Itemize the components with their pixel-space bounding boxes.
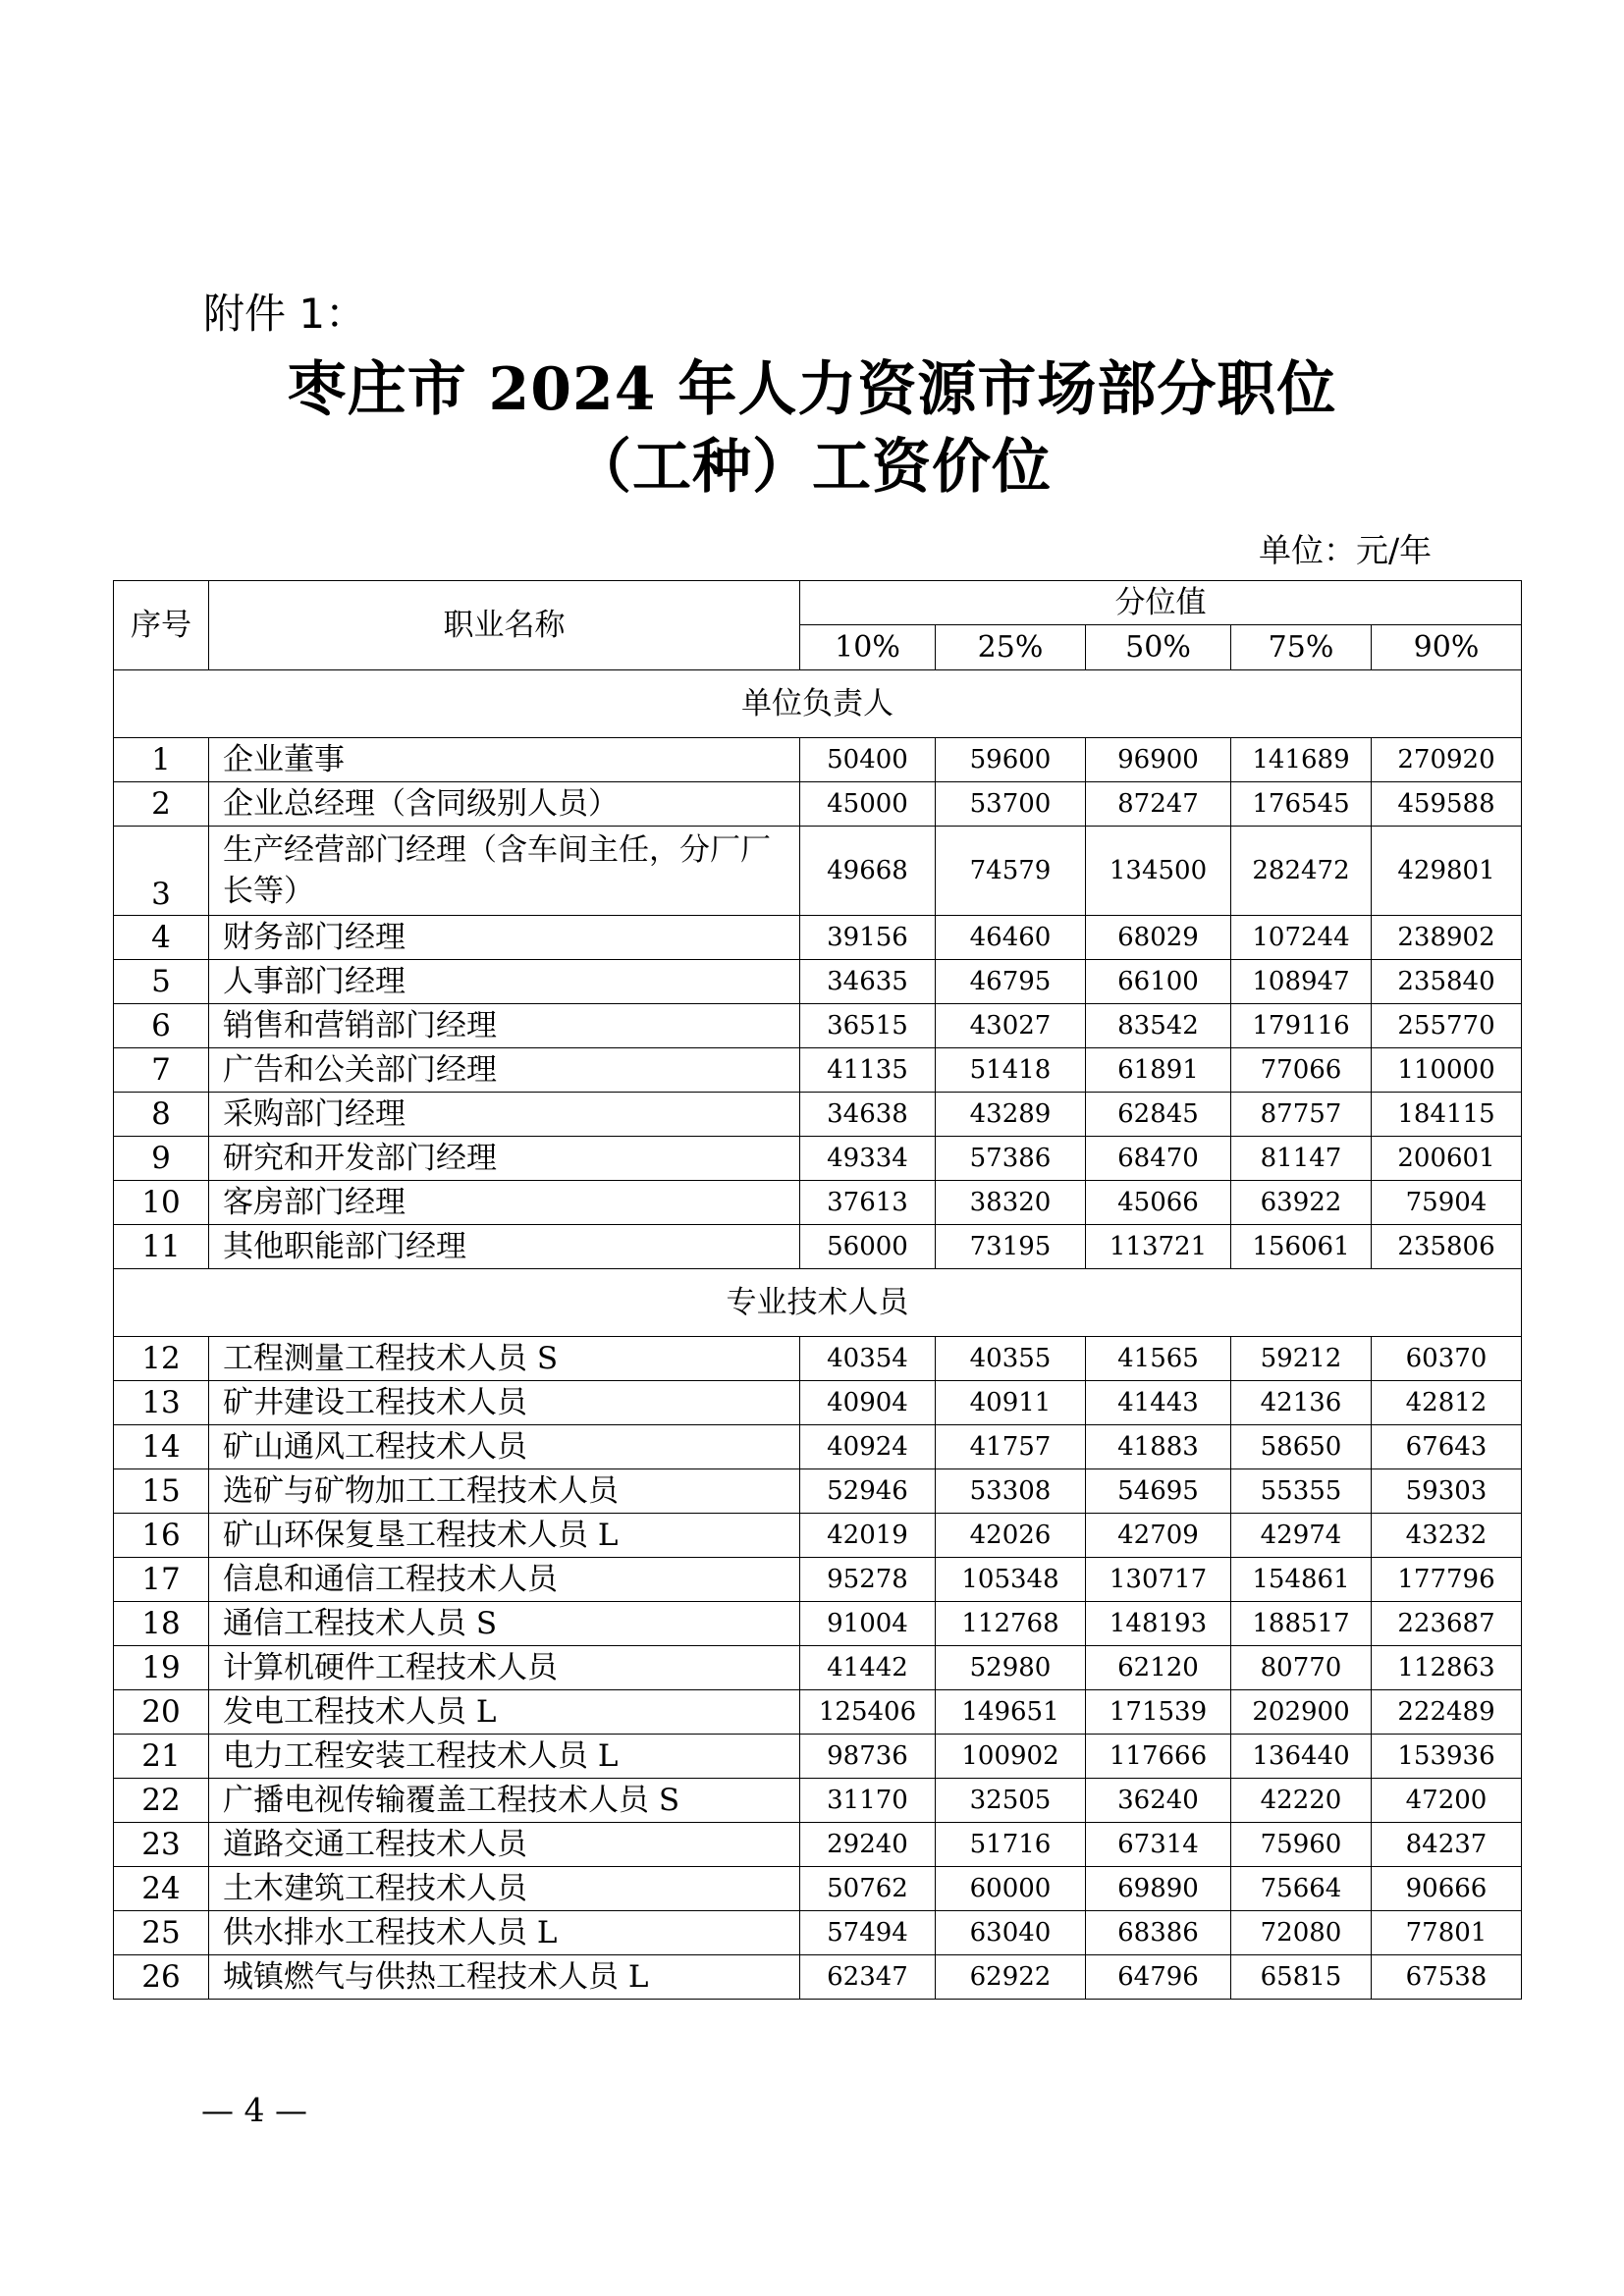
value-p10: 41135 (800, 1048, 936, 1093)
value-p10: 98736 (800, 1735, 936, 1779)
value-p90: 270920 (1372, 738, 1522, 782)
value-p75: 176545 (1231, 782, 1372, 827)
section-row (114, 1269, 1522, 1337)
row-index: 23 (114, 1823, 209, 1867)
value-p10: 34638 (800, 1093, 936, 1137)
occupation-name: 研究和开发部门经理 (209, 1137, 800, 1181)
row-index: 1 (114, 738, 209, 782)
value-p10: 56000 (800, 1225, 936, 1269)
value-p75: 75664 (1231, 1867, 1372, 1911)
row-index: 22 (114, 1779, 209, 1823)
row-index: 4 (114, 916, 209, 960)
occupation-name: 土木建筑工程技术人员 (209, 1867, 800, 1911)
value-p75: 42220 (1231, 1779, 1372, 1823)
value-p10: 39156 (800, 916, 936, 960)
value-p50: 61891 (1086, 1048, 1231, 1093)
occupation-name: 通信工程技术人员 S (209, 1602, 800, 1646)
occupation-name: 城镇燃气与供热工程技术人员 L (209, 1955, 800, 2000)
value-p25: 112768 (936, 1602, 1086, 1646)
occupation-name: 工程测量工程技术人员 S (209, 1337, 800, 1381)
value-p90: 112863 (1372, 1646, 1522, 1690)
table-row (114, 1004, 1522, 1048)
row-index: 13 (114, 1381, 209, 1425)
occupation-name: 广播电视传输覆盖工程技术人员 S (209, 1779, 800, 1823)
occupation-name: 客房部门经理 (209, 1181, 800, 1225)
occupation-name: 矿山通风工程技术人员 (209, 1425, 800, 1469)
value-p90: 223687 (1372, 1602, 1522, 1646)
page-number: — 4 — (201, 2091, 307, 2129)
table-row (114, 1558, 1522, 1602)
occupation-name: 电力工程安装工程技术人员 L (209, 1735, 800, 1779)
value-p25: 57386 (936, 1137, 1086, 1181)
row-index: 8 (114, 1093, 209, 1137)
occupation-name: 销售和营销部门经理 (209, 1004, 800, 1048)
page-title-line1: 枣庄市 2024 年人力资源市场部分职位 (287, 355, 1337, 424)
occupation-name: 企业总经理（含同级别人员） (209, 782, 800, 827)
table-row (114, 1646, 1522, 1690)
value-p10: 49334 (800, 1137, 936, 1181)
value-p25: 46460 (936, 916, 1086, 960)
value-p25: 51716 (936, 1823, 1086, 1867)
value-p75: 188517 (1231, 1602, 1372, 1646)
row-index: 10 (114, 1181, 209, 1225)
value-p90: 235840 (1372, 960, 1522, 1004)
row-index: 12 (114, 1337, 209, 1381)
page-title-line2: （工种）工资价位 (572, 433, 1052, 502)
occupation-name: 其他职能部门经理 (209, 1225, 800, 1269)
value-p75: 59212 (1231, 1337, 1372, 1381)
table-row (114, 827, 1522, 916)
table-row (114, 1690, 1522, 1735)
value-p10: 40904 (800, 1381, 936, 1425)
row-index: 20 (114, 1690, 209, 1735)
value-p75: 75960 (1231, 1823, 1372, 1867)
value-p50: 68470 (1086, 1137, 1231, 1181)
value-p10: 34635 (800, 960, 936, 1004)
value-p10: 37613 (800, 1181, 936, 1225)
value-p10: 52946 (800, 1469, 936, 1514)
value-p50: 96900 (1086, 738, 1231, 782)
table-row (114, 960, 1522, 1004)
value-p50: 69890 (1086, 1867, 1231, 1911)
value-p25: 43289 (936, 1093, 1086, 1137)
value-p10: 57494 (800, 1911, 936, 1955)
value-p90: 43232 (1372, 1514, 1522, 1558)
value-p90: 153936 (1372, 1735, 1522, 1779)
table-row (114, 916, 1522, 960)
value-p10: 40924 (800, 1425, 936, 1469)
value-p50: 117666 (1086, 1735, 1231, 1779)
value-p50: 66100 (1086, 960, 1231, 1004)
value-p10: 49668 (800, 827, 936, 916)
value-p90: 67643 (1372, 1425, 1522, 1469)
value-p25: 38320 (936, 1181, 1086, 1225)
value-p50: 62845 (1086, 1093, 1231, 1137)
value-p10: 125406 (800, 1690, 936, 1735)
value-p10: 42019 (800, 1514, 936, 1558)
value-p50: 171539 (1086, 1690, 1231, 1735)
table-row (114, 1137, 1522, 1181)
value-p90: 110000 (1372, 1048, 1522, 1093)
value-p90: 67538 (1372, 1955, 1522, 2000)
occupation-name: 信息和通信工程技术人员 (209, 1558, 800, 1602)
value-p90: 200601 (1372, 1137, 1522, 1181)
value-p75: 80770 (1231, 1646, 1372, 1690)
table-row (114, 1425, 1522, 1469)
table-row (114, 738, 1522, 782)
value-p25: 53308 (936, 1469, 1086, 1514)
occupation-name: 计算机硬件工程技术人员 (209, 1646, 800, 1690)
wage-table (113, 580, 1522, 2000)
value-p75: 55355 (1231, 1469, 1372, 1514)
table-row (114, 1514, 1522, 1558)
value-p75: 77066 (1231, 1048, 1372, 1093)
value-p25: 60000 (936, 1867, 1086, 1911)
table-row (114, 1867, 1522, 1911)
value-p50: 42709 (1086, 1514, 1231, 1558)
value-p50: 148193 (1086, 1602, 1231, 1646)
row-index: 25 (114, 1911, 209, 1955)
value-p10: 31170 (800, 1779, 936, 1823)
value-p50: 36240 (1086, 1779, 1231, 1823)
unit-label: 单位：元/年 (1259, 531, 1433, 569)
header-p50: 50% (1086, 625, 1231, 670)
section-row (114, 670, 1522, 738)
occupation-name: 选矿与矿物加工工程技术人员 (209, 1469, 800, 1514)
value-p75: 58650 (1231, 1425, 1372, 1469)
value-p10: 50400 (800, 738, 936, 782)
value-p75: 141689 (1231, 738, 1372, 782)
value-p75: 42974 (1231, 1514, 1372, 1558)
occupation-name: 矿山环保复垦工程技术人员 L (209, 1514, 800, 1558)
value-p10: 45000 (800, 782, 936, 827)
table-header (114, 581, 1522, 670)
value-p10: 50762 (800, 1867, 936, 1911)
value-p10: 62347 (800, 1955, 936, 2000)
occupation-name: 发电工程技术人员 L (209, 1690, 800, 1735)
value-p10: 91004 (800, 1602, 936, 1646)
table-row (114, 1048, 1522, 1093)
value-p75: 87757 (1231, 1093, 1372, 1137)
value-p75: 136440 (1231, 1735, 1372, 1779)
value-p50: 41443 (1086, 1381, 1231, 1425)
value-p50: 87247 (1086, 782, 1231, 827)
value-p25: 52980 (936, 1646, 1086, 1690)
occupation-name: 矿井建设工程技术人员 (209, 1381, 800, 1425)
value-p75: 202900 (1231, 1690, 1372, 1735)
value-p75: 107244 (1231, 916, 1372, 960)
table-row (114, 1823, 1522, 1867)
row-index: 3 (114, 827, 209, 916)
table-row (114, 1602, 1522, 1646)
value-p10: 40354 (800, 1337, 936, 1381)
value-p90: 84237 (1372, 1823, 1522, 1867)
table-row (114, 1093, 1522, 1137)
row-index: 19 (114, 1646, 209, 1690)
header-p10: 10% (800, 625, 936, 670)
value-p25: 46795 (936, 960, 1086, 1004)
occupation-name: 供水排水工程技术人员 L (209, 1911, 800, 1955)
value-p90: 90666 (1372, 1867, 1522, 1911)
header-name: 职业名称 (209, 581, 800, 670)
occupation-name: 生产经营部门经理（含车间主任，分厂厂长等） (209, 827, 800, 916)
value-p50: 68386 (1086, 1911, 1231, 1955)
value-p90: 459588 (1372, 782, 1522, 827)
value-p75: 282472 (1231, 827, 1372, 916)
row-index: 11 (114, 1225, 209, 1269)
value-p10: 36515 (800, 1004, 936, 1048)
value-p50: 83542 (1086, 1004, 1231, 1048)
table-row (114, 1381, 1522, 1425)
value-p75: 63922 (1231, 1181, 1372, 1225)
value-p75: 156061 (1231, 1225, 1372, 1269)
value-p25: 149651 (936, 1690, 1086, 1735)
header-p90: 90% (1372, 625, 1522, 670)
value-p25: 100902 (936, 1735, 1086, 1779)
occupation-name: 财务部门经理 (209, 916, 800, 960)
row-index: 24 (114, 1867, 209, 1911)
row-index: 9 (114, 1137, 209, 1181)
value-p90: 255770 (1372, 1004, 1522, 1048)
value-p25: 42026 (936, 1514, 1086, 1558)
occupation-name: 采购部门经理 (209, 1093, 800, 1137)
section-title: 单位负责人 (114, 670, 1522, 738)
value-p50: 64796 (1086, 1955, 1231, 2000)
table-row (114, 1469, 1522, 1514)
row-index: 7 (114, 1048, 209, 1093)
table-row (114, 1225, 1522, 1269)
table-row (114, 1779, 1522, 1823)
header-percentile: 分位值 (800, 581, 1522, 625)
value-p25: 41757 (936, 1425, 1086, 1469)
value-p25: 73195 (936, 1225, 1086, 1269)
value-p50: 67314 (1086, 1823, 1231, 1867)
value-p50: 45066 (1086, 1181, 1231, 1225)
value-p50: 62120 (1086, 1646, 1231, 1690)
value-p75: 179116 (1231, 1004, 1372, 1048)
value-p90: 47200 (1372, 1779, 1522, 1823)
row-index: 5 (114, 960, 209, 1004)
table-row (114, 1955, 1522, 2000)
table-row (114, 1911, 1522, 1955)
value-p25: 59600 (936, 738, 1086, 782)
row-index: 16 (114, 1514, 209, 1558)
occupation-name: 广告和公关部门经理 (209, 1048, 800, 1093)
row-index: 15 (114, 1469, 209, 1514)
row-index: 18 (114, 1602, 209, 1646)
row-index: 26 (114, 1955, 209, 2000)
value-p90: 60370 (1372, 1337, 1522, 1381)
value-p90: 238902 (1372, 916, 1522, 960)
value-p90: 75904 (1372, 1181, 1522, 1225)
value-p25: 40911 (936, 1381, 1086, 1425)
value-p25: 74579 (936, 827, 1086, 916)
value-p25: 62922 (936, 1955, 1086, 2000)
value-p90: 42812 (1372, 1381, 1522, 1425)
section-title: 专业技术人员 (114, 1269, 1522, 1337)
table-body (114, 670, 1522, 2000)
value-p50: 41565 (1086, 1337, 1231, 1381)
occupation-name: 道路交通工程技术人员 (209, 1823, 800, 1867)
attachment-label: 附件 1： (203, 290, 367, 338)
value-p10: 41442 (800, 1646, 936, 1690)
value-p90: 59303 (1372, 1469, 1522, 1514)
row-index: 17 (114, 1558, 209, 1602)
value-p75: 81147 (1231, 1137, 1372, 1181)
table-row (114, 782, 1522, 827)
value-p75: 108947 (1231, 960, 1372, 1004)
value-p10: 95278 (800, 1558, 936, 1602)
header-p75: 75% (1231, 625, 1372, 670)
value-p10: 29240 (800, 1823, 936, 1867)
value-p25: 105348 (936, 1558, 1086, 1602)
occupation-name: 人事部门经理 (209, 960, 800, 1004)
table-row (114, 1337, 1522, 1381)
value-p50: 54695 (1086, 1469, 1231, 1514)
value-p50: 130717 (1086, 1558, 1231, 1602)
row-index: 2 (114, 782, 209, 827)
value-p90: 177796 (1372, 1558, 1522, 1602)
value-p90: 429801 (1372, 827, 1522, 916)
table-row (114, 1181, 1522, 1225)
header-index: 序号 (114, 581, 209, 670)
header-p25: 25% (936, 625, 1086, 670)
value-p75: 42136 (1231, 1381, 1372, 1425)
value-p50: 41883 (1086, 1425, 1231, 1469)
row-index: 14 (114, 1425, 209, 1469)
value-p25: 40355 (936, 1337, 1086, 1381)
value-p25: 32505 (936, 1779, 1086, 1823)
value-p50: 68029 (1086, 916, 1231, 960)
value-p90: 222489 (1372, 1690, 1522, 1735)
value-p25: 63040 (936, 1911, 1086, 1955)
value-p90: 184115 (1372, 1093, 1522, 1137)
value-p50: 134500 (1086, 827, 1231, 916)
row-index: 6 (114, 1004, 209, 1048)
value-p75: 154861 (1231, 1558, 1372, 1602)
occupation-name: 企业董事 (209, 738, 800, 782)
value-p25: 43027 (936, 1004, 1086, 1048)
value-p90: 235806 (1372, 1225, 1522, 1269)
table-row (114, 1735, 1522, 1779)
value-p75: 72080 (1231, 1911, 1372, 1955)
value-p50: 113721 (1086, 1225, 1231, 1269)
value-p90: 77801 (1372, 1911, 1522, 1955)
value-p25: 51418 (936, 1048, 1086, 1093)
value-p75: 65815 (1231, 1955, 1372, 2000)
row-index: 21 (114, 1735, 209, 1779)
value-p25: 53700 (936, 782, 1086, 827)
